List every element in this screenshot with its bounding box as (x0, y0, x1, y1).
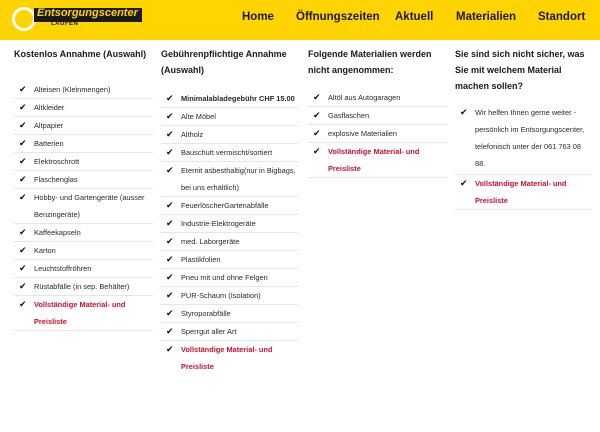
nav-oeffnungszeiten[interactable]: Öffnungszeiten (296, 11, 380, 23)
check-icon: ✔ (460, 178, 468, 188)
check-icon: ✔ (166, 165, 174, 175)
full-pricelist-link[interactable]: ✔ Vollständige Material- und Preisliste (455, 175, 592, 210)
paid-list (161, 90, 298, 375)
logo-text: Entsorgungscenter (37, 7, 138, 19)
check-icon: ✔ (166, 218, 174, 228)
list-item: ✔ FeuerlöscherGartenabfälle (161, 197, 298, 215)
check-icon: ✔ (166, 254, 174, 264)
site-header (0, 0, 600, 40)
col-paid (161, 46, 298, 375)
check-icon: ✔ (19, 245, 27, 255)
col-rejected (308, 46, 448, 178)
list-item: ✔ Elektroschrott (14, 153, 153, 171)
list-item: ✔ Altkleider (14, 99, 153, 117)
col-free-heading: Kostenlos Annahme (Auswahl) (14, 49, 147, 59)
check-icon: ✔ (166, 326, 174, 336)
check-icon: ✔ (313, 92, 321, 102)
check-icon: ✔ (166, 129, 174, 139)
nav-home[interactable]: Home (242, 11, 274, 23)
check-icon: ✔ (19, 281, 27, 291)
free-list (14, 81, 153, 331)
check-icon: ✔ (166, 111, 174, 121)
list-item: ✔ Rüstabfälle (in sep. Behälter) (14, 278, 153, 296)
full-pricelist-link[interactable]: ✔ Vollständige Material- und Preisliste (308, 143, 448, 178)
check-icon: ✔ (19, 156, 27, 166)
check-icon: ✔ (166, 200, 174, 210)
check-icon: ✔ (166, 272, 174, 282)
list-item: ✔ Industrie-Elektrogeräte (161, 215, 298, 233)
list-item: ✔ Hobby- und Gartengeräte (ausser Benzingeräte) (14, 189, 153, 224)
check-icon: ✔ (166, 93, 174, 103)
list-item: ✔ Sperrgut aller Art (161, 323, 298, 341)
logo[interactable] (12, 7, 138, 31)
list-item: ✔ Altholz (161, 126, 298, 144)
full-pricelist-link[interactable]: ✔ Vollständige Material- und Preisliste (14, 296, 153, 331)
full-pricelist-link[interactable]: ✔ Vollständige Material- und Preisliste (161, 341, 298, 375)
list-item: ✔ Minimalabladegebühr CHF 15.00 (161, 90, 298, 108)
check-icon: ✔ (19, 227, 27, 237)
check-icon: ✔ (313, 146, 321, 156)
logo-ring (12, 7, 36, 31)
list-item: ✔ explosive Materialien (308, 125, 448, 143)
nav-standort[interactable]: Standort (538, 11, 586, 23)
check-icon: ✔ (313, 128, 321, 138)
list-item: ✔ Eternit asbesthaltig(nur in Bigbags, bei uns erhältlich) (161, 162, 298, 197)
rejected-list (308, 89, 448, 178)
list-item: ✔ Alte Möbel (161, 108, 298, 126)
col-free (14, 46, 153, 331)
check-icon: ✔ (19, 120, 27, 130)
check-icon: ✔ (19, 263, 27, 273)
list-item: ✔ Pneu mit und ohne Felgen (161, 269, 298, 287)
list-item: ✔ med. Laborgeräte (161, 233, 298, 251)
list-item: ✔ Flaschenglas (14, 171, 153, 189)
check-icon: ✔ (166, 290, 174, 300)
list-item: ✔ Batterien (14, 135, 153, 153)
check-icon: ✔ (19, 174, 27, 184)
check-icon: ✔ (166, 147, 174, 157)
check-icon: ✔ (19, 299, 27, 309)
col-help (455, 46, 592, 210)
check-icon: ✔ (460, 107, 468, 117)
col-paid-heading: Gebührenpflichtige Annahme (Auswahl) (161, 49, 287, 75)
help-list (455, 102, 592, 210)
nav-materialien[interactable]: Materialien (456, 11, 517, 23)
list-item: ✔ Gasflaschen (308, 107, 448, 125)
list-item: ✔ Leuchtstoffröhren (14, 260, 153, 278)
list-item: ✔ Styroporabfälle (161, 305, 298, 323)
check-icon: ✔ (19, 192, 27, 202)
check-icon: ✔ (19, 138, 27, 148)
nav-aktuell[interactable]: Aktuell (395, 11, 434, 23)
check-icon: ✔ (166, 236, 174, 246)
list-item: ✔ Alteisen (Kleinmengen) (14, 81, 153, 99)
list-item: ✔ Plastikfolien (161, 251, 298, 269)
col-help-heading: Sie sind sich nicht sicher, was Sie mit welchem Material machen sollen? (455, 49, 585, 91)
check-icon: ✔ (19, 102, 27, 112)
list-item: ✔ Altpapier (14, 117, 153, 135)
list-item: ✔ Altöl aus Autogaragen (308, 89, 448, 107)
check-icon: ✔ (19, 84, 27, 94)
check-icon: ✔ (166, 308, 174, 318)
list-item: ✔ Kaffeekapseln (14, 224, 153, 242)
list-item: ✔ Wir helfen Ihnen gerne weiter - persönlich im Entsorgungscenter, telefonisch unter der 061 763 08 88. (455, 102, 592, 175)
list-item: ✔ PUR-Schaum (Isolation) (161, 287, 298, 305)
list-item: ✔ Bauschutt vermischt/sortiert (161, 144, 298, 162)
check-icon: ✔ (166, 344, 174, 354)
check-icon: ✔ (313, 110, 321, 120)
col-rejected-heading: Folgende Materialien werden nicht angenommen: (308, 49, 432, 75)
list-item: ✔ Karton (14, 242, 153, 260)
logo-subtext: LAUFEN (51, 21, 79, 27)
